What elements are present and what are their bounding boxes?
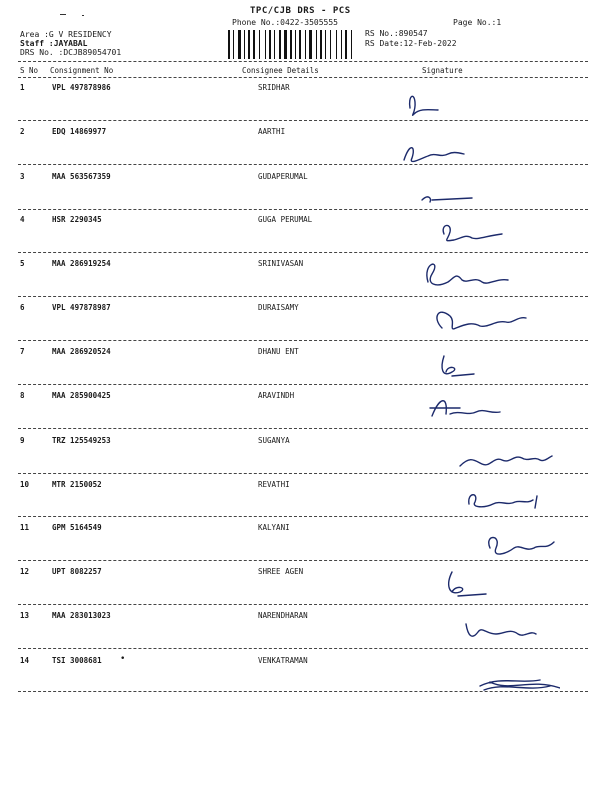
scan-speck [82, 15, 84, 16]
row-sno: 9 [20, 436, 25, 445]
row-sno: 11 [20, 523, 30, 532]
row-sno: 3 [20, 172, 25, 181]
header-divider [18, 61, 588, 62]
row-sno: 4 [20, 215, 25, 224]
row-divider [18, 473, 588, 474]
ink-dot: • [120, 654, 126, 664]
barcode-bar [299, 30, 301, 59]
barcode-bar [279, 30, 281, 59]
row-divider [18, 428, 588, 429]
row-divider [18, 120, 588, 121]
row-divider [18, 340, 588, 341]
rs-number: RS No.:890547 [365, 29, 428, 38]
barcode-bar [228, 30, 230, 59]
consignment-number: UPT 8082257 [52, 567, 102, 576]
phone-number: Phone No.:0422-3505555 [232, 18, 338, 27]
signature-scribble [420, 386, 530, 431]
barcode-bar [248, 30, 250, 59]
report-title: TPC/CJB DRS - PCS [250, 6, 351, 16]
barcode-bar [284, 30, 287, 59]
consignee-name: DURAISAMY [258, 303, 299, 312]
row-sno: 13 [20, 611, 30, 620]
row-sno: 5 [20, 259, 25, 268]
signature-scribble [426, 298, 546, 343]
consignment-number: MAA 563567359 [52, 172, 111, 181]
barcode-bar [274, 30, 275, 59]
barcode-image [228, 30, 356, 59]
barcode-bar [290, 30, 292, 59]
barcode-bar [341, 30, 342, 59]
row-sno: 2 [20, 127, 25, 136]
consignment-number: HSR 2290345 [52, 215, 102, 224]
scan-speck [60, 14, 66, 15]
consignee-name: NARENDHARAN [258, 611, 308, 620]
row-sno: 12 [20, 567, 30, 576]
signature-scribble [418, 252, 528, 297]
signature-scribble [446, 606, 556, 651]
page-number: Page No.:1 [453, 18, 502, 27]
row-sno: 6 [20, 303, 25, 312]
barcode-bar [316, 30, 317, 59]
barcode-bar [259, 30, 260, 59]
signature-scribble [450, 662, 560, 707]
consignee-name: DHANU ENT [258, 347, 299, 356]
row-divider [18, 560, 588, 561]
signature-scribble [430, 436, 565, 481]
row-sno: 7 [20, 347, 25, 356]
consignment-number: VPL 497878987 [52, 303, 111, 312]
barcode-bar [351, 30, 352, 59]
consignee-name: AARTHI [258, 127, 286, 136]
signature-scribble [400, 88, 490, 133]
barcode-bar [295, 30, 296, 59]
area-label: Area :G V RESIDENCY [20, 30, 112, 39]
barcode-bar [238, 30, 241, 59]
barcode-bar [330, 30, 331, 59]
consignee-name: REVATHI [258, 480, 290, 489]
row-divider [18, 604, 588, 605]
col-sno: S No [20, 66, 39, 75]
row-sno: 8 [20, 391, 25, 400]
consignment-number: GPM 5164549 [52, 523, 102, 532]
barcode-bar [265, 30, 266, 59]
consignee-name: ARAVINDH [258, 391, 295, 400]
consignee-name: GUDAPERUMAL [258, 172, 308, 181]
barcode-bar [345, 30, 347, 59]
consignment-number: VPL 497878986 [52, 83, 111, 92]
consignee-name: SRINIVASAN [258, 259, 304, 268]
row-divider [18, 516, 588, 517]
rs-date: RS Date:12-Feb-2022 [365, 39, 457, 48]
row-divider [18, 296, 588, 297]
consignee-name: SUGANYA [258, 436, 290, 445]
barcode-bar [320, 30, 322, 59]
consignee-name: SRIDHAR [258, 83, 290, 92]
consignee-name: SHREE AGEN [258, 567, 304, 576]
row-sno: 14 [20, 656, 30, 665]
consignee-name: VENKATRAMAN [258, 656, 308, 665]
row-divider [18, 648, 588, 649]
barcode-bar [325, 30, 326, 59]
barcode-bar [269, 30, 271, 59]
consignment-number: MAA 286920524 [52, 347, 111, 356]
barcode-bar [233, 30, 234, 59]
signature-scribble [432, 562, 512, 607]
row-divider [18, 164, 588, 165]
barcode-bar [253, 30, 255, 59]
barcode-bar [336, 30, 337, 59]
consignment-number: TSI 3008681 [52, 656, 102, 665]
consignee-name: GUGA PERUMAL [258, 215, 313, 224]
col-signature: Signature [422, 66, 463, 75]
consignment-number: MAA 283013023 [52, 611, 111, 620]
col-consignee: Consignee Details [242, 66, 319, 75]
barcode-bar [309, 30, 312, 59]
consignee-name: KALYANI [258, 523, 290, 532]
signature-scribble [396, 132, 496, 177]
row-divider [18, 691, 588, 692]
row-sno: 10 [20, 480, 30, 489]
signature-scribble [430, 342, 500, 387]
consignment-number: MAA 286919254 [52, 259, 111, 268]
consignment-number: MAA 285900425 [52, 391, 111, 400]
header-divider [18, 77, 588, 78]
consignment-number: EDQ 14869977 [52, 127, 107, 136]
barcode-bar [244, 30, 245, 59]
staff-label: Staff :JAYABAL [20, 39, 88, 48]
drs-number: DRS No. :DCJB89054701 [20, 48, 122, 57]
col-consignment: Consignment No [50, 66, 114, 75]
row-divider [18, 384, 588, 385]
consignment-number: MTR 2150052 [52, 480, 102, 489]
row-divider [18, 209, 588, 210]
barcode-bar [305, 30, 306, 59]
row-sno: 1 [20, 83, 25, 92]
consignment-number: TRZ 125549253 [52, 436, 111, 445]
